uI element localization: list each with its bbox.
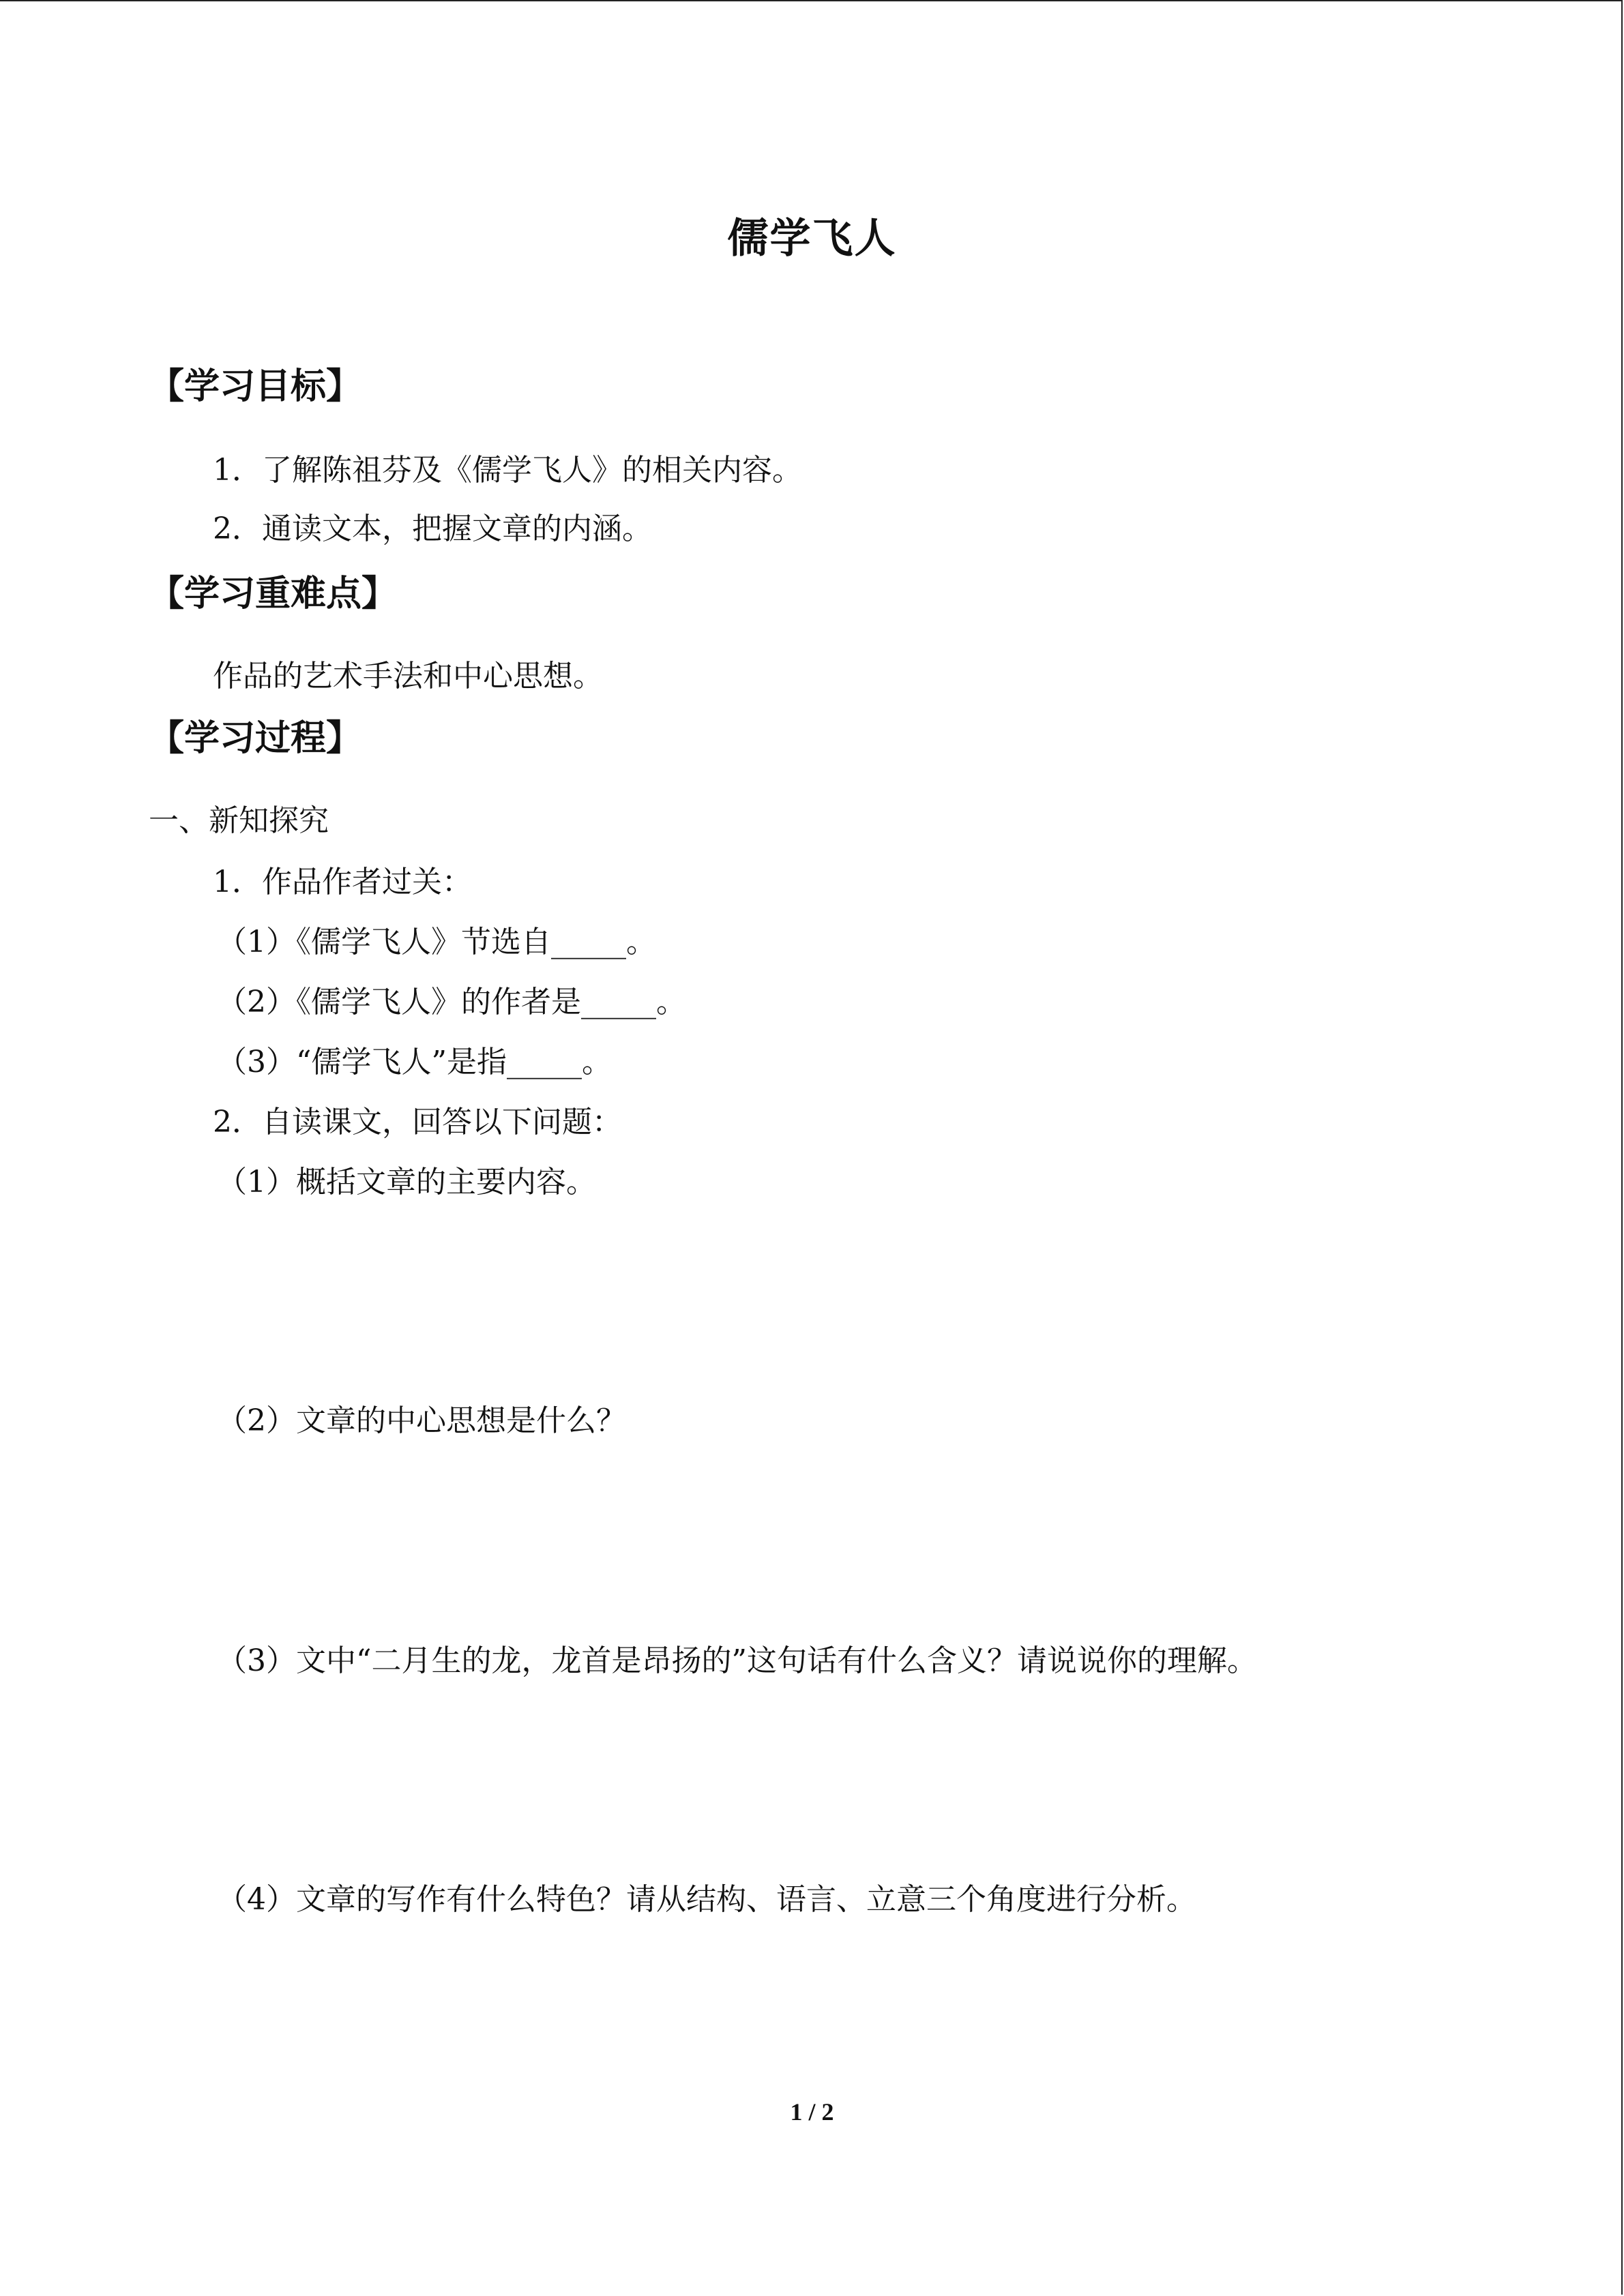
question-2-item-3: （3）文中“二月生的龙，龙首是昂扬的”这句话有什么含义？请说说你的理解。	[217, 1643, 1257, 1678]
question-2-title: 2．自读课文，回答以下问题：	[213, 1105, 622, 1139]
process-heading: 【学习过程】	[149, 718, 362, 759]
key-points-text: 作品的艺术手法和中心思想。	[213, 659, 603, 694]
objective-item-1: 1．了解陈祖芬及《儒学飞人》的相关内容。	[213, 453, 802, 488]
question-1-title: 1．作品作者过关：	[213, 865, 472, 899]
question-1-item-2: （2）《儒学飞人》的作者是_____。	[217, 985, 686, 1019]
objectives-heading: 【学习目标】	[149, 366, 362, 407]
page-number: 1 / 2	[790, 2098, 834, 2126]
objective-item-2: 2．通读文本，把握文章的内涵。	[213, 511, 652, 546]
question-2-item-1: （1）概括文章的主要内容。	[217, 1165, 596, 1199]
question-2-item-4: （4）文章的写作有什么特色？请从结构、语言、立意三个角度进行分析。	[217, 1882, 1196, 1917]
question-1-item-3: （3）“儒学飞人”是指_____。	[217, 1045, 612, 1079]
document-title: 儒学飞人	[727, 215, 897, 263]
part-one-title: 一、新知探究	[149, 803, 329, 838]
key-points-heading: 【学习重难点】	[149, 573, 398, 614]
question-1-item-1: （1）《儒学飞人》节选自_____。	[217, 925, 656, 959]
question-2-item-2: （2）文章的中心思想是什么？	[217, 1403, 626, 1438]
